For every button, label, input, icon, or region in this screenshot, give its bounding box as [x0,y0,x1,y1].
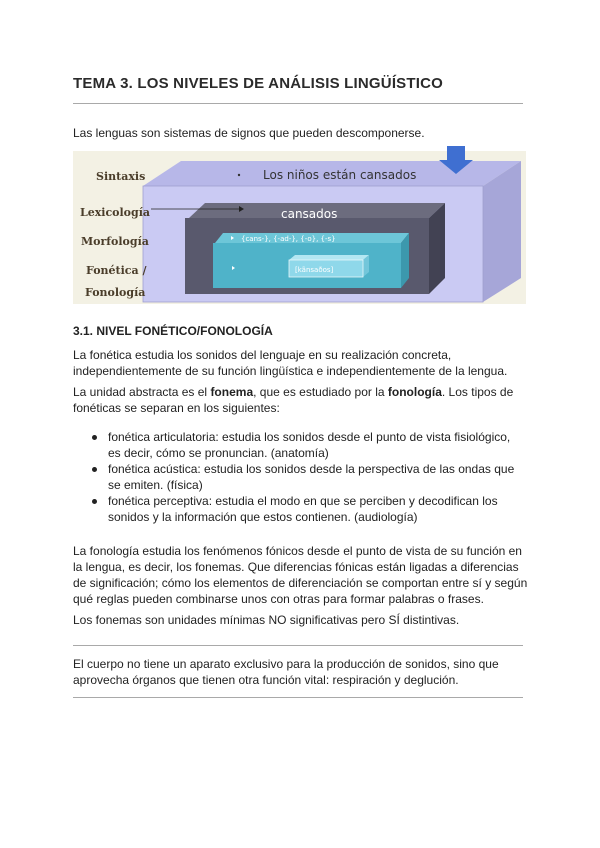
inner-box-text: {cans-}, {-ad-}, {-o}, {-s} [241,235,336,243]
linguistic-levels-diagram [73,146,526,304]
middle-box-side [429,203,445,294]
divider [73,697,523,698]
term-fonologia: fonología [387,385,442,399]
phonetics-types-list [73,429,523,525]
outer-box-text: Los niños están cansados [263,168,417,182]
label-lexicologia: Lexicología [80,206,151,219]
intro-paragraph: Las lenguas son sistemas de signos que pueden descomponerse. [73,126,425,140]
paragraph-fonetica: La fonética estudia los sonidos del lenguaje en su realización concreta, independientemente de su función lingüística e independientemente de la lengua. [73,348,508,378]
list-item: fonética articulatoria: estudia los sonidos desde el punto de vista fisiológico, es decir, cómo se pronuncian. (anatomía) [73,429,523,461]
page-title: TEMA 3. LOS NIVELES DE ANÁLISIS LINGÜÍSTICO [73,75,444,92]
divider [73,103,523,104]
paragraph-fonologia: La fonología estudia los fenómenos fónicos desde el punto de vista de su función en la lengua, es decir, los fonemas. Que diferencias fónicas están ligadas a diferencias de significación; cómo los elementos de diferenciación se comportan entre sí y según qué reglas pueden combinarse unos con otras para formar palabras o frases. [73,544,528,606]
label-sintaxis: Sintaxis [96,170,146,183]
small-box-top [289,255,369,260]
paragraph-cuerpo: El cuerpo no tiene un aparato exclusivo para la producción de sonidos, sino que aprovecha órganos que tienen otra función vital: respiración y deglución. [73,657,499,687]
list-item: fonética acústica: estudia los sonidos desde la perspectiva de las ondas que se emiten. (física) [73,461,523,493]
paragraph-fonemas: Los fonemas son unidades mínimas NO significativas pero SÍ distintivas. [73,613,460,627]
small-box-text: [kãnsaðos] [295,266,334,274]
label-fonetica: Fonética / [86,264,147,277]
paragraph-fonema: La unidad abstracta es el fonema, que es estudiado por la fonología. Los tipos de fonéticas se separan en los siguientes: [73,385,514,415]
section-heading: 3.1. NIVEL FONÉTICO/FONOLOGÍA [73,324,273,338]
divider [73,645,523,646]
middle-box-text: cansados [281,207,338,221]
label-fonologia: Fonología [85,286,146,299]
label-morfologia: Morfología [81,235,149,248]
term-fonema: fonema [210,385,254,399]
list-item: fonética perceptiva: estudia el modo en que se perciben y decodifican los sonidos y la información que estos contienen. (audiología) [73,493,523,525]
